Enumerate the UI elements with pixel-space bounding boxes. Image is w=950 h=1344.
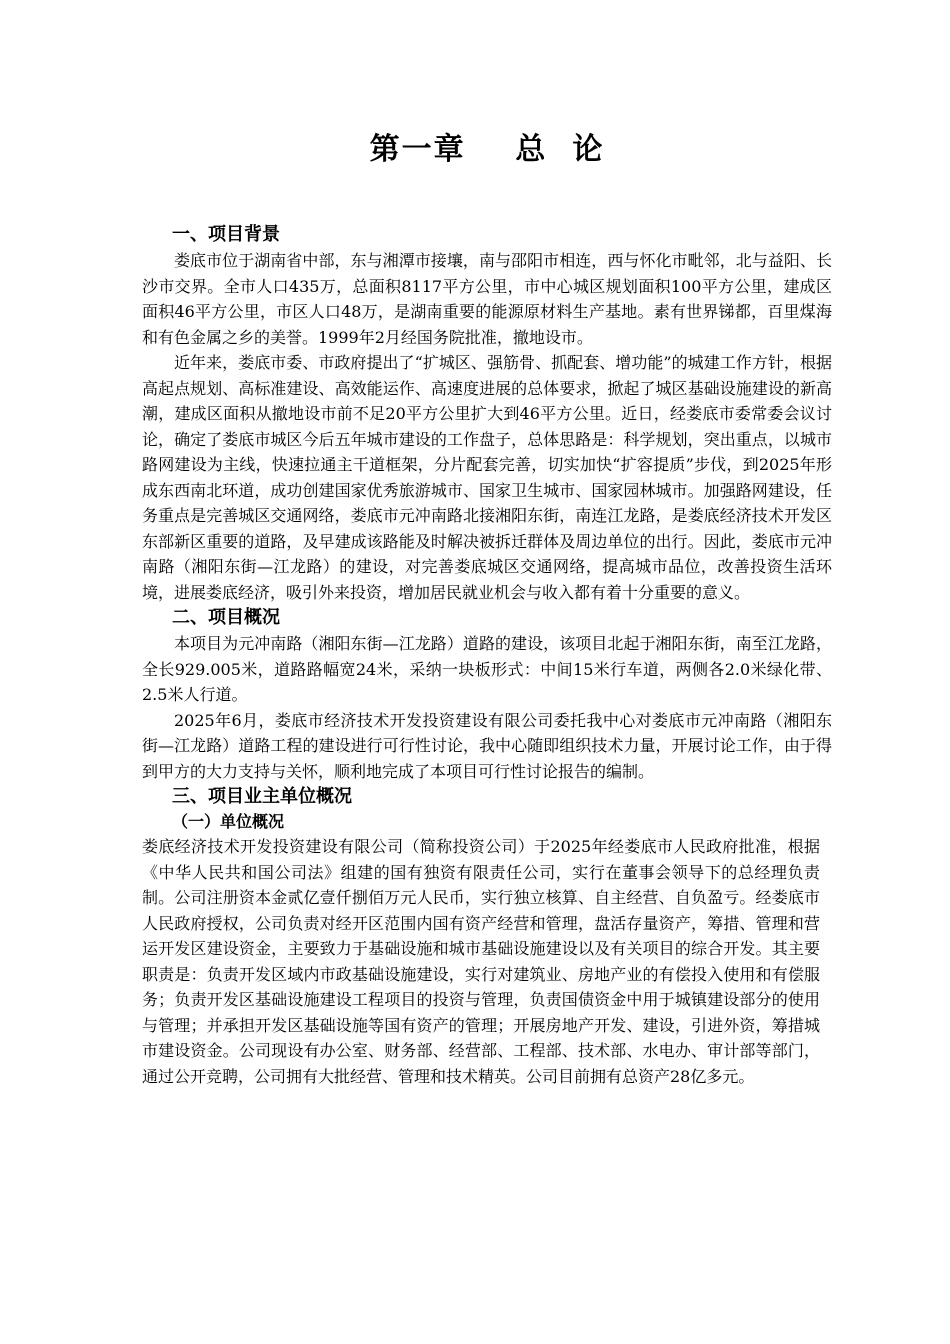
subsection-heading-unit-overview: （一）单位概况: [172, 812, 285, 831]
background-paragraph-1: 娄底市位于湖南省中部，东与湘潭市接壤，南与邵阳市相连，西与怀化市毗邻，北与益阳、长沙市交界。全市人口435万，总面积8117平方公里，市中心城区规划面积100平方公里，建成区面积46平方公里，市区人口48万，是湖南重要的能源原材料生产基地。素有世界锑都，百里煤海和有色金属之乡的美誉。1999年2月经国务院批准，撤地设市。: [142, 251, 832, 347]
chapter-title: 第一章 总 论: [369, 132, 605, 167]
section-heading-overview: 二、项目概况: [172, 607, 280, 628]
overview-paragraph-1: 本项目为元冲南路（湘阳东街—江龙路）道路的建设，该项目北起于湘阳东街，南至江龙路，全长929.005米，道路路幅宽24米，采纳一块板形式：中间15米行车道，两侧各2.0米绿化带、2.5米人行道。: [142, 634, 832, 704]
overview-paragraph-2: 2025年6月，娄底市经济技术开发投资建设有限公司委托我中心对娄底市元冲南路（湘阳东街—江龙路）道路工程的建设进行可行性讨论，我中心随即组织技术力量，开展讨论工作，由于得到甲方的大力支持与关怀，顺利地完成了本项目可行性讨论报告的编制。: [142, 710, 832, 781]
background-paragraph-2: 近年来，娄底市委、市政府提出了“扩城区、强筋骨、抓配套、增功能”的城建工作方针，根据高起点规划、高标准建设、高效能运作、高速度进展的总体要求，掀起了城区基础设施建设的新高潮，建成区面积从撤地设市前不足20平方公里扩大到46平方公里。近日，经娄底市委常委会议讨论，确定了娄底市城区今后五年城市建设的工作盘子，总体思路是：科学规划，突出重点，以城市路网建设为主线，快速拉通主干道框架，分片配套完善，切实加快“扩容提质”步伐，到2025年形成东西南北环道，成功创建国家优秀旅游城市、国家卫生城市、国家园林城市。加强路网建设，任务重点是完善城区交通网络，娄底市元冲南路北接湘阳东街，南连江龙路，是娄底经济技术开发区东部新区重要的道路，及早建成该路能及时解决被拆迁群体及周边单位的出行。因此，娄底市元冲南路（湘阳东街—江龙路）的建设，对完善娄底城区交通网络，提高城市品位，改善投资生活环境，进展娄底经济，吸引外来投资，增加居民就业机会与收入都有着十分重要的意义。: [142, 353, 832, 602]
section-heading-owner: 三、项目业主单位概况: [172, 786, 352, 807]
section-heading-background: 一、项目背景: [172, 224, 280, 245]
owner-paragraph: 娄底经济技术开发投资建设有限公司（简称投资公司）于2025年经娄底市人民政府批准，根据《中华人民共和国公司法》组建的国有独资有限责任公司，实行在董事会领导下的总经理负责制。公司注册资本金贰亿壹仟捌佰万元人民币，实行独立核算、自主经营、自负盈亏。经娄底市人民政府授权，公司负责对经开区范围内国有资产经营和管理，盘活存量资产，筹措、管理和营运开发区建设资金，主要致力于基础设施和城市基础设施建设以及有关项目的综合开发。其主要职责是：负责开发区域内市政基础设施建设，实行对建筑业、房地产业的有偿投入使用和有偿服务；负责开发区基础设施建设工程项目的投资与管理，负责国债资金中用于城镇建设部分的使用与管理；并承担开发区基础设施等国有资产的管理；开展房地产开发、建设，引进外资，筹措城市建设资金。公司现设有办公室、财务部、经营部、工程部、技术部、水电办、审计部等部门，通过公开竞聘，公司拥有大批经营、管理和技术精英。公司目前拥有总资产28亿多元。: [142, 837, 820, 1086]
document-body: [142, 222, 832, 1089]
